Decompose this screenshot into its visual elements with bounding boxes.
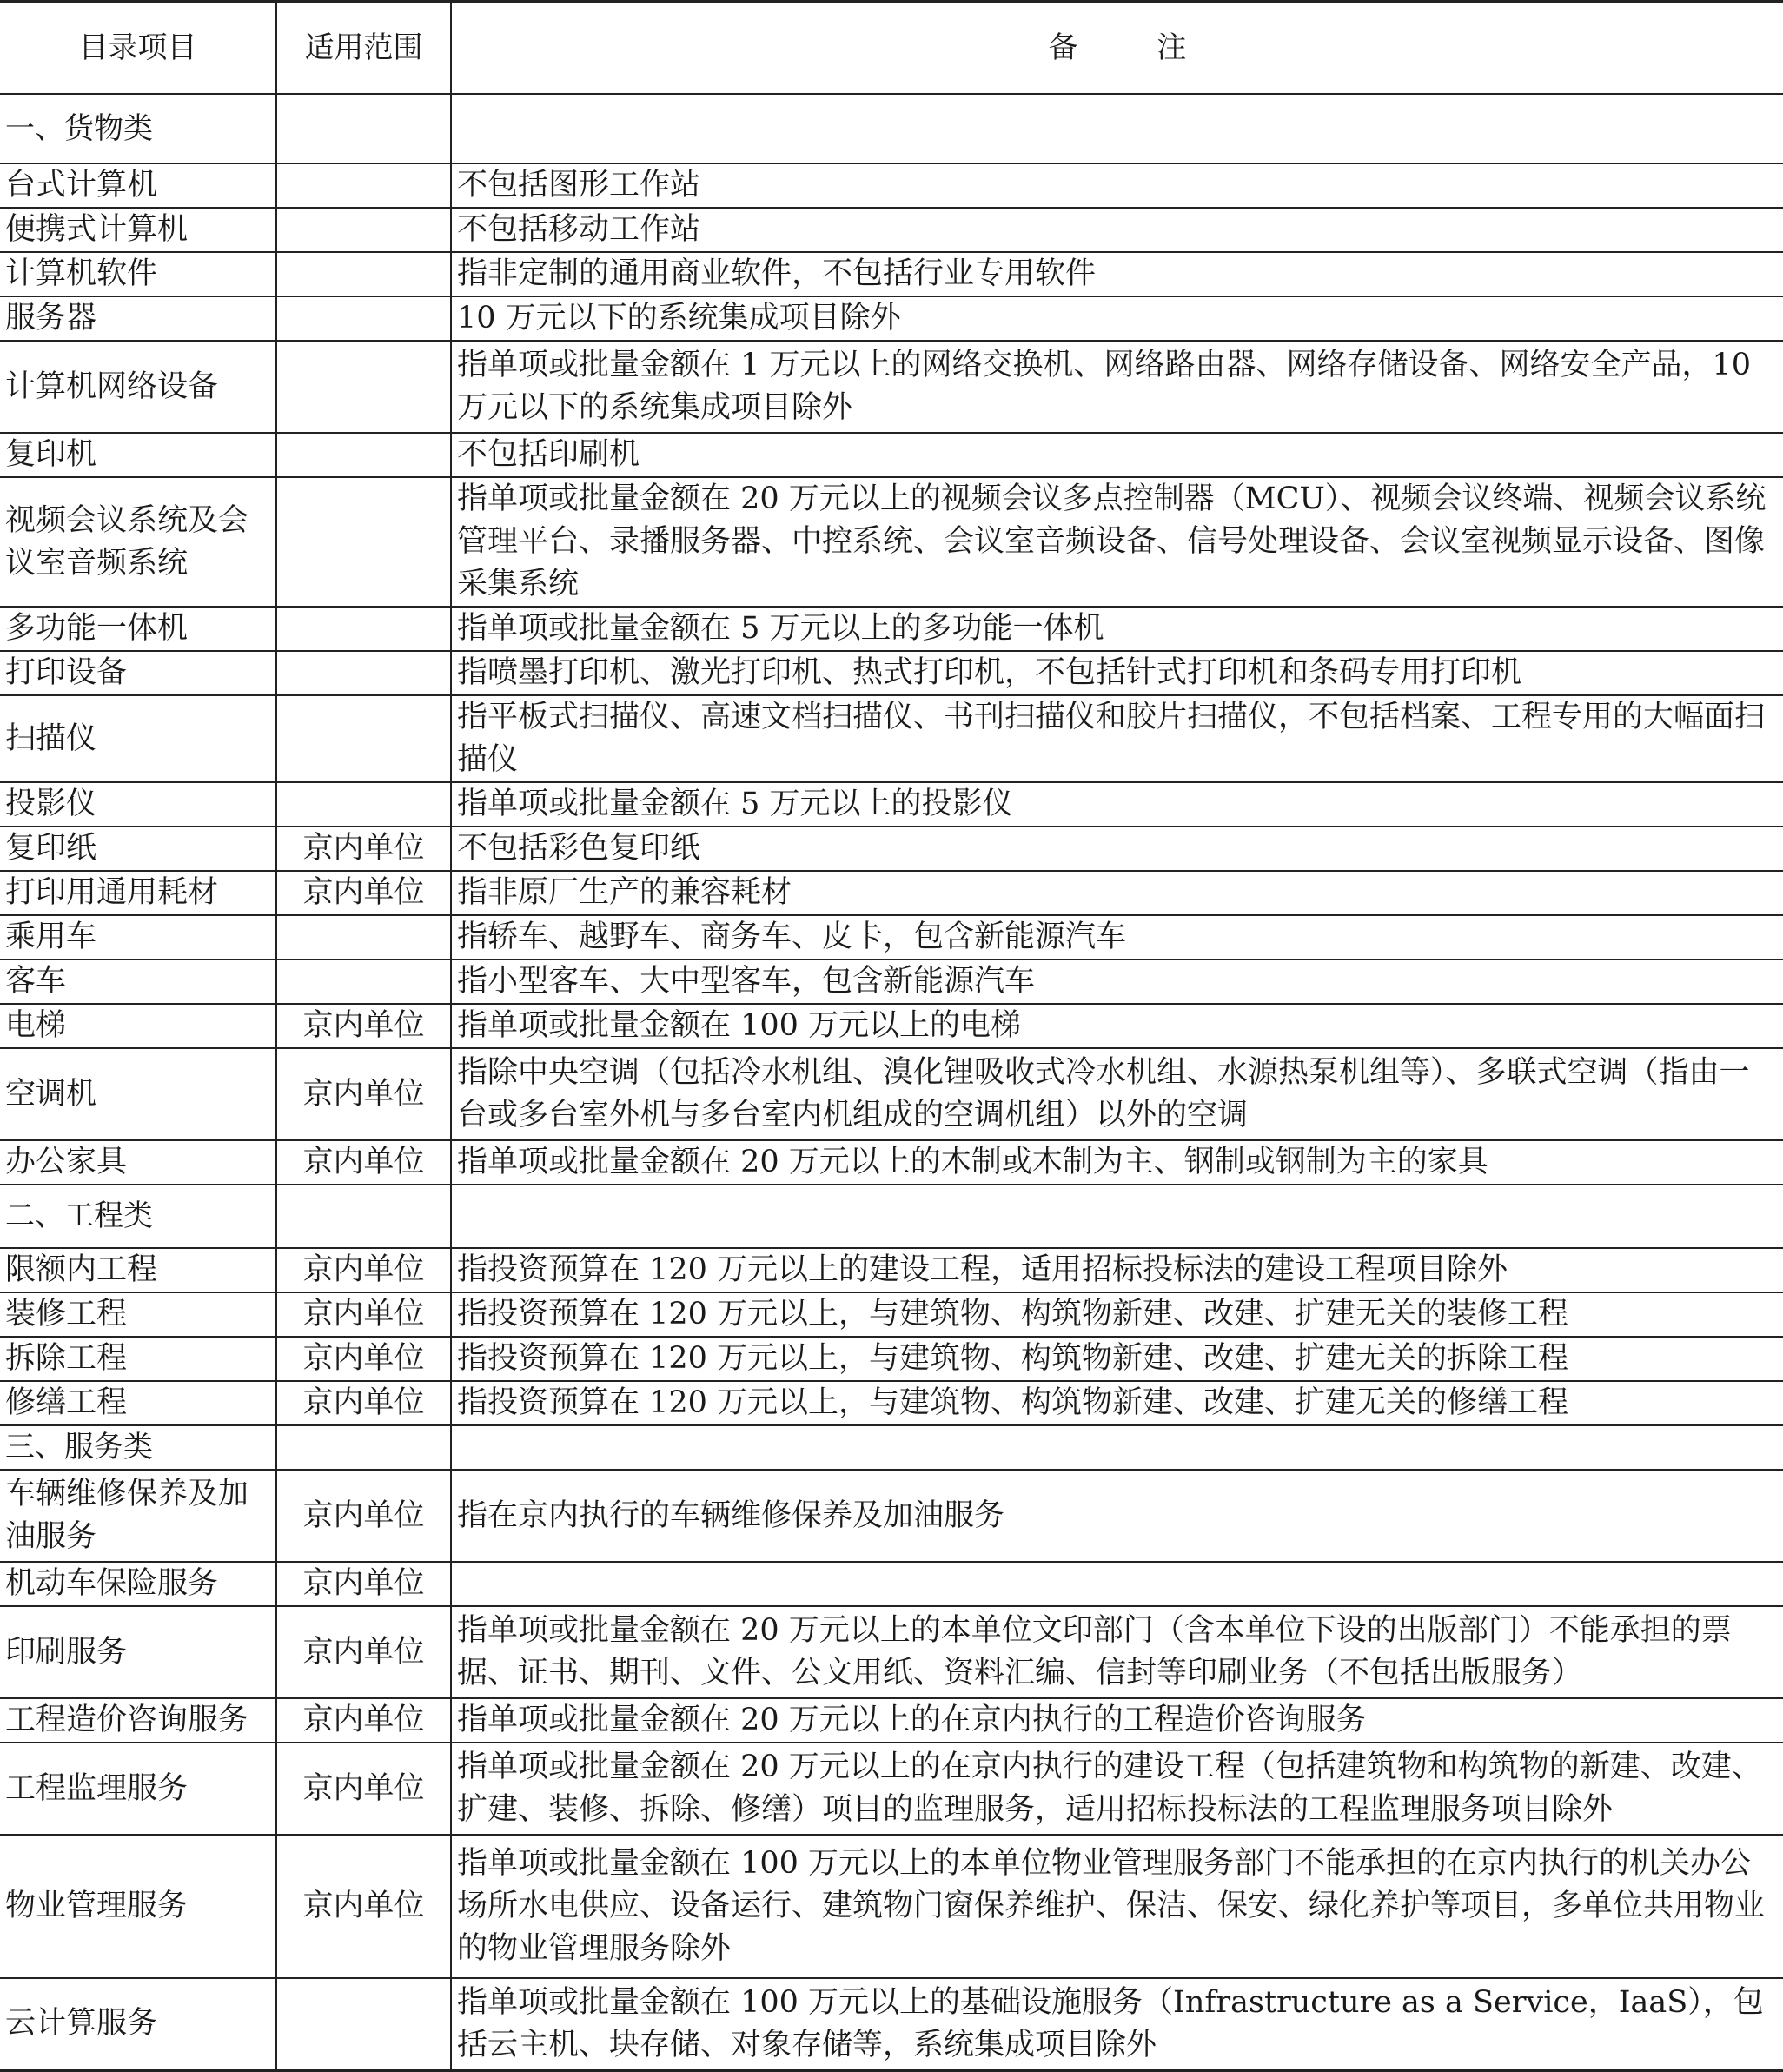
table-row — [0, 1606, 1783, 1698]
catalog-item-cell: 乘用车 — [0, 915, 276, 960]
scope-cell: 京内单位 — [276, 1140, 451, 1185]
scope-cell: 京内单位 — [276, 1562, 451, 1606]
scope-cell — [276, 1185, 451, 1248]
scope-cell: 京内单位 — [276, 1337, 451, 1381]
catalog-item-cell: 复印纸 — [0, 827, 276, 871]
table-row — [0, 915, 1783, 960]
catalog-item-cell: 一、货物类 — [0, 94, 276, 163]
remarks-cell — [451, 1425, 1783, 1470]
table-row — [0, 252, 1783, 296]
scope-cell: 京内单位 — [276, 1698, 451, 1743]
scope-cell: 京内单位 — [276, 871, 451, 915]
table-row — [0, 1337, 1783, 1381]
table-row — [0, 341, 1783, 433]
remarks-cell: 指投资预算在 120 万元以上，与建筑物、构筑物新建、改建、扩建无关的修缮工程 — [451, 1381, 1783, 1425]
table-row — [0, 1835, 1783, 1978]
remarks-cell: 10 万元以下的系统集成项目除外 — [451, 296, 1783, 341]
remarks-cell — [451, 1562, 1783, 1606]
scope-cell — [276, 341, 451, 433]
table-row — [0, 871, 1783, 915]
remarks-cell: 指除中央空调（包括冷水机组、溴化锂吸收式冷水机组、水源热泵机组等）、多联式空调（指由一台或多台室外机与多台室内机组成的空调机组）以外的空调 — [451, 1048, 1783, 1140]
catalog-item-cell: 修缮工程 — [0, 1381, 276, 1425]
table-row — [0, 827, 1783, 871]
remarks-cell: 不包括彩色复印纸 — [451, 827, 1783, 871]
catalog-item-cell: 空调机 — [0, 1048, 276, 1140]
table-row — [0, 433, 1783, 477]
table-body — [0, 94, 1783, 2070]
remarks-cell: 指单项或批量金额在 20 万元以上的在京内执行的建设工程（包括建筑物和构筑物的新建、改建、扩建、装修、拆除、修缮）项目的监理服务，适用招标投标法的工程监理服务项目除外 — [451, 1743, 1783, 1835]
catalog-item-cell: 限额内工程 — [0, 1248, 276, 1292]
remarks-cell: 指喷墨打印机、激光打印机、热式打印机，不包括针式打印机和条码专用打印机 — [451, 651, 1783, 695]
table-row — [0, 1470, 1783, 1562]
scope-cell — [276, 94, 451, 163]
table-row — [0, 1248, 1783, 1292]
table-row — [0, 1743, 1783, 1835]
remarks-cell: 指单项或批量金额在 20 万元以上的木制或木制为主、钢制或钢制为主的家具 — [451, 1140, 1783, 1185]
remarks-cell: 指单项或批量金额在 20 万元以上的视频会议多点控制器（MCU）、视频会议终端、视频会议系统管理平台、录播服务器、中控系统、会议室音频设备、信号处理设备、会议室视频显示设备、图像采集系统 — [451, 477, 1783, 607]
table-row — [0, 1978, 1783, 2070]
remarks-cell: 指单项或批量金额在 20 万元以上的在京内执行的工程造价咨询服务 — [451, 1698, 1783, 1743]
catalog-item-cell: 车辆维修保养及加油服务 — [0, 1470, 276, 1562]
header-catalog-item: 目录项目 — [0, 2, 276, 94]
scope-cell: 京内单位 — [276, 1248, 451, 1292]
catalog-item-cell: 便携式计算机 — [0, 208, 276, 252]
remarks-cell: 指平板式扫描仪、高速文档扫描仪、书刊扫描仪和胶片扫描仪，不包括档案、工程专用的大幅面扫描仪 — [451, 695, 1783, 782]
catalog-item-cell: 印刷服务 — [0, 1606, 276, 1698]
remarks-cell: 不包括图形工作站 — [451, 163, 1783, 208]
scope-cell — [276, 252, 451, 296]
table-row — [0, 477, 1783, 607]
table-row — [0, 1140, 1783, 1185]
table-row — [0, 1292, 1783, 1337]
table-row — [0, 960, 1783, 1004]
scope-cell — [276, 208, 451, 252]
catalog-item-cell: 物业管理服务 — [0, 1835, 276, 1978]
scope-cell — [276, 477, 451, 607]
catalog-item-cell: 台式计算机 — [0, 163, 276, 208]
catalog-item-cell: 多功能一体机 — [0, 607, 276, 651]
remarks-cell: 指非原厂生产的兼容耗材 — [451, 871, 1783, 915]
remarks-cell: 指投资预算在 120 万元以上，与建筑物、构筑物新建、改建、扩建无关的装修工程 — [451, 1292, 1783, 1337]
header-row — [0, 2, 1783, 94]
catalog-item-cell: 工程造价咨询服务 — [0, 1698, 276, 1743]
catalog-item-cell: 服务器 — [0, 296, 276, 341]
table-row — [0, 296, 1783, 341]
scope-cell — [276, 296, 451, 341]
catalog-item-cell: 云计算服务 — [0, 1978, 276, 2070]
catalog-item-cell: 二、工程类 — [0, 1185, 276, 1248]
table-row — [0, 651, 1783, 695]
catalog-item-cell: 视频会议系统及会议室音频系统 — [0, 477, 276, 607]
table-row — [0, 1381, 1783, 1425]
catalog-item-cell: 拆除工程 — [0, 1337, 276, 1381]
remarks-cell — [451, 94, 1783, 163]
scope-cell: 京内单位 — [276, 1470, 451, 1562]
remarks-cell: 指单项或批量金额在 1 万元以上的网络交换机、网络路由器、网络存储设备、网络安全产品，10 万元以下的系统集成项目除外 — [451, 341, 1783, 433]
catalog-item-cell: 电梯 — [0, 1004, 276, 1048]
table-row — [0, 695, 1783, 782]
remarks-cell — [451, 1185, 1783, 1248]
catalog-item-cell: 计算机网络设备 — [0, 341, 276, 433]
table-row — [0, 607, 1783, 651]
table-row — [0, 1562, 1783, 1606]
catalog-item-cell: 投影仪 — [0, 782, 276, 827]
scope-cell: 京内单位 — [276, 1004, 451, 1048]
remarks-cell: 指轿车、越野车、商务车、皮卡，包含新能源汽车 — [451, 915, 1783, 960]
scope-cell: 京内单位 — [276, 1743, 451, 1835]
scope-cell — [276, 607, 451, 651]
catalog-item-cell: 打印用通用耗材 — [0, 871, 276, 915]
scope-cell: 京内单位 — [276, 1381, 451, 1425]
table-row — [0, 1698, 1783, 1743]
remarks-cell: 指在京内执行的车辆维修保养及加油服务 — [451, 1470, 1783, 1562]
remarks-cell: 指非定制的通用商业软件，不包括行业专用软件 — [451, 252, 1783, 296]
section-row — [0, 94, 1783, 163]
remarks-cell: 不包括移动工作站 — [451, 208, 1783, 252]
catalog-item-cell: 工程监理服务 — [0, 1743, 276, 1835]
catalog-item-cell: 打印设备 — [0, 651, 276, 695]
table-row — [0, 208, 1783, 252]
catalog-item-cell: 装修工程 — [0, 1292, 276, 1337]
remarks-cell: 指单项或批量金额在 5 万元以上的投影仪 — [451, 782, 1783, 827]
section-row — [0, 1185, 1783, 1248]
remarks-cell: 指投资预算在 120 万元以上的建设工程，适用招标投标法的建设工程项目除外 — [451, 1248, 1783, 1292]
scope-cell: 京内单位 — [276, 1606, 451, 1698]
header-remarks: 备 注 — [451, 2, 1783, 94]
scope-cell: 京内单位 — [276, 1835, 451, 1978]
catalog-item-cell: 办公家具 — [0, 1140, 276, 1185]
scope-cell — [276, 960, 451, 1004]
catalog-item-cell: 客车 — [0, 960, 276, 1004]
remarks-cell: 指单项或批量金额在 100 万元以上的基础设施服务（Infrastructure as a Service，IaaS），包括云主机、块存储、对象存储等，系统集成项目除外 — [451, 1978, 1783, 2070]
remarks-cell: 指单项或批量金额在 5 万元以上的多功能一体机 — [451, 607, 1783, 651]
scope-cell — [276, 163, 451, 208]
remarks-cell: 指小型客车、大中型客车，包含新能源汽车 — [451, 960, 1783, 1004]
catalog-item-cell: 计算机软件 — [0, 252, 276, 296]
scope-cell — [276, 782, 451, 827]
section-row — [0, 1425, 1783, 1470]
scope-cell: 京内单位 — [276, 827, 451, 871]
table-row — [0, 1004, 1783, 1048]
table-row — [0, 1048, 1783, 1140]
remarks-cell: 指单项或批量金额在 20 万元以上的本单位文印部门（含本单位下设的出版部门）不能承担的票据、证书、期刊、文件、公文用纸、资料汇编、信封等印刷业务（不包括出版服务） — [451, 1606, 1783, 1698]
table-row — [0, 163, 1783, 208]
scope-cell — [276, 1425, 451, 1470]
table-row — [0, 782, 1783, 827]
catalog-item-cell: 三、服务类 — [0, 1425, 276, 1470]
scope-cell — [276, 651, 451, 695]
remarks-cell: 指单项或批量金额在 100 万元以上的本单位物业管理服务部门不能承担的在京内执行的机关办公场所水电供应、设备运行、建筑物门窗保养维护、保洁、保安、绿化养护等项目，多单位共用物业的物业管理服务除外 — [451, 1835, 1783, 1978]
scope-cell — [276, 433, 451, 477]
scope-cell — [276, 1978, 451, 2070]
header-scope: 适用范围 — [276, 2, 451, 94]
scope-cell — [276, 915, 451, 960]
remarks-cell: 指投资预算在 120 万元以上，与建筑物、构筑物新建、改建、扩建无关的拆除工程 — [451, 1337, 1783, 1381]
remarks-cell: 指单项或批量金额在 100 万元以上的电梯 — [451, 1004, 1783, 1048]
catalog-item-cell: 复印机 — [0, 433, 276, 477]
scope-cell: 京内单位 — [276, 1048, 451, 1140]
catalog-item-cell: 扫描仪 — [0, 695, 276, 782]
catalog-item-cell: 机动车保险服务 — [0, 1562, 276, 1606]
scope-cell — [276, 695, 451, 782]
scope-cell: 京内单位 — [276, 1292, 451, 1337]
remarks-cell: 不包括印刷机 — [451, 433, 1783, 477]
